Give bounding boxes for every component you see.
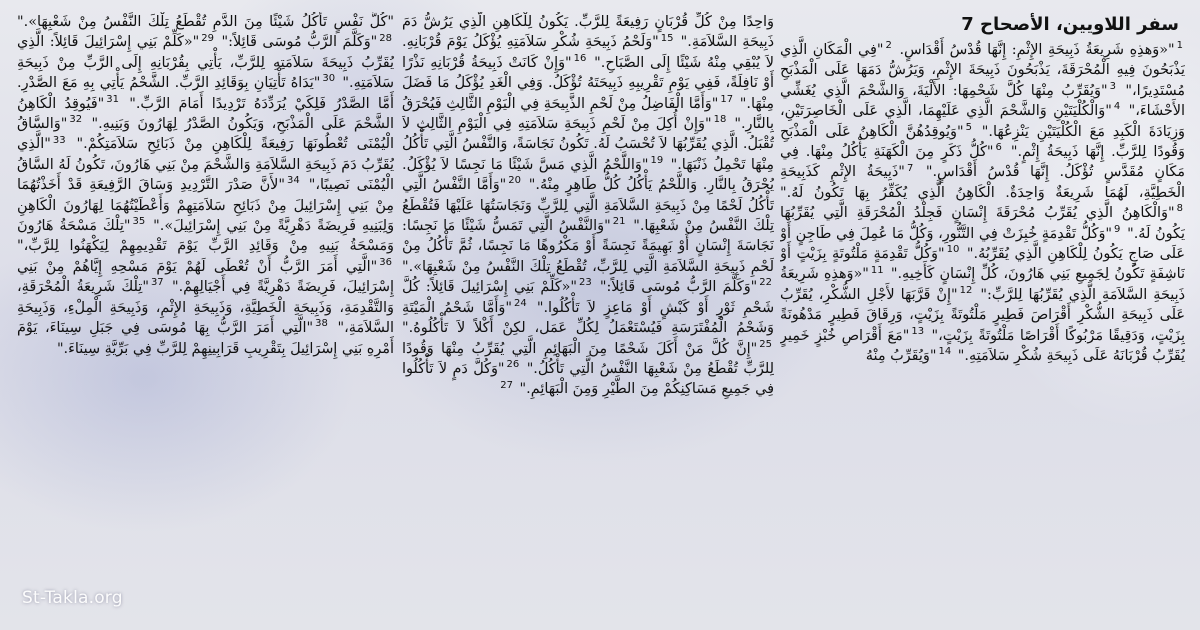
verse-text: "وَأَمَّا الْفَاضِلُ مِنْ لَحْمِ الذَّبِيحَةِ فِي الْيَوْمِ الثَّالِثِ فَيُحْرَقُ بِالنَّارِ." [402,95,774,133]
verse-number: 18 [713,114,727,126]
verse-text: "«وَهذِهِ شَرِيعَةُ ذَبِيحَةِ الإِثْمِ: إِنَّهَا قُدْسُ أَقْدَاسٍ. [899,42,1175,58]
verse-text: "فِي الْمَكَانِ الَّذِي يَذْبَحُونَ فِيهِ الْمُحْرَقَةَ، يَذْبَحُونَ ذَبِيحَةَ الإِثْمِ، وَيَرُشُّ دَمَهَا عَلَى الْمَذْبَحِ مُسْتَدِيرًا،" [780,42,1185,99]
verse [899,42,1185,58]
verse-number: 37 [150,277,164,289]
verse-number: 7 [906,162,914,174]
text-column-middle [402,12,774,612]
verse [17,14,394,30]
verse-number: 26 [506,359,520,371]
verse-text: "وَيُقَرِّبُ مِنْهُ [865,348,937,365]
verse-number: 14 [938,346,952,358]
verse-text: "وَكَلَّمَ الرَّبُّ مُوسَى قَائِلاً:" [599,279,758,296]
verse-number: 15 [660,32,674,44]
verse-text: "«كَلِّمْ بَنِي إِسْرَائِيلَ قَائِلاً: كُلَّ شَحْمِ ثَوْرٍ أَوْ كَبْشٍ أَوْ مَاعِزٍ لاَ تَأْكُلُوا." [402,279,774,316]
verse [222,34,394,50]
verse-list [402,12,774,400]
verse-text: "وَكُلَّ دَمٍ لاَ تَأْكُلُوا فِي جَمِيعِ مَسَاكِنِكُمْ مِنَ الطَّيْرِ وَمِنَ الْبَهَائِمِ." [402,360,774,398]
verse-number: 4 [1113,101,1121,113]
verse-text: "الَّتِي أَمَرَ الرَّبُّ بِهَا مُوسَى فِي جَبَلِ سِينَاءَ، يَوْمَ أَمْرِهِ بَنِي إِسْرَائِيلَ بِتَقْرِيبِ قَرَابِينِهِمْ لِلرَّبِّ فِي بَرِّيَّةِ سِينَاءَ." [17,320,394,357]
chapter-title: سفر اللاويين، الأصحاح 7 [961,14,1179,35]
verse-text: "وَكُلُّ تَقْدِمَةٍ مَلْتُوتَةٍ بِزَيْتٍ أَوْ نَاشِفَةٍ تَكُونُ لِجَمِيعِ بَنِي هَارُونَ، كُلِّ إِنْسَانٍ كَأَخِيهِ." [780,246,1185,283]
verse-number: 3 [1109,81,1116,93]
verse-text: وَاحِدًا مِنْ كُلِّ قُرْبَانٍ رَفِيعَةً لِلرَّبِّ. يَكُونُ لِلْكَاهِنِ الَّذِي يَرُشُّ دَمَ ذَبِيحَةِ السَّلاَمَةِ." [402,14,774,51]
verse [498,381,515,397]
verse-number: 24 [513,297,527,309]
verse-number: 35 [132,216,146,228]
verse-number: 13 [911,325,925,337]
verse-number: 34 [286,175,300,187]
verse-text: "وَإِنْ كَانَتْ ذَبِيحَةُ قُرْبَانِهِ نَذْرًا أَوْ نَافِلَةً، فَفِي يَوْمِ تَقْرِيبِهِ ذَبِيحَتَهُ تُؤْكَلُ. وَفِي الْغَدِ يُؤْكَلُ مَا فَضَلَ مِنْهَا." [402,54,774,112]
verse-text: "لأَنَّ صَدْرَ التَّرْدِيدِ وَسَاقَ الرَّفِيعَةِ قَدْ أَخَذْتُهُمَا مِنْ بَنِي إِسْرَائِيلَ مِنْ ذَبَائِحِ سَلاَمَتِهِمْ وَأَعْطَيْتُهُمَا لِهَارُونَ الْكَاهِنِ وَلِبَنِيهِ فَرِيضَةً دَهْرِيَّةً مِنْ بَنِي إِسْرَائِيلَ»." [17,177,394,235]
verse-text: "كُلُّ نَفْسٍ تَأْكُلُ شَيْئًا مِنَ الدَّمِ تُقْطَعُ تِلْكَ النَّفْسُ مِنْ شَعْبِهَا»." [17,14,394,30]
verse-number: 32 [69,114,83,126]
verse-number: 28 [379,32,393,44]
verse-text: "وَالْكَاهِنُ الَّذِي يُقَرِّبُ مُحْرَقَةَ إِنْسَانٍ فَجِلْدُ الْمُحْرَقَةِ الَّتِي يُقَرِّبُهَا يَكُونُ لَهُ." [780,205,1185,242]
verse-text: "يَدَاهُ تَأْتِيَانِ بِوَقَائِدِ الرَّبِّ. الشَّحْمُ يَأْتِي بِهِ مَعَ الصَّدْرِ. أَمَّا الصَّدْرُ فَلِكَيْ يُرَدِّدَهُ تَرْدِيدًا أَمَامَ الرَّبِّ." [17,75,394,112]
verse-number: 12 [959,285,973,297]
verse [600,279,774,295]
text-column-left [17,12,394,612]
verse-number: 21 [612,216,626,228]
verse-text: "وَالْكُلْيَتَيْنِ وَالشَّحْمَ الَّذِي عَلَيْهِمَا، الَّذِي عَلَى الْخَاصِرَتَيْنِ، وَزِيَادَةَ الْكَبِدِ مَعَ الْكُلْيَتَيْنِ يَنْزِعُهَا." [780,103,1185,140]
verse-number: 1 [1176,40,1184,52]
verse-number: 22 [759,277,772,289]
verse-number: 8 [1176,203,1183,215]
verse-text: "وَإِنْ أُكِلَ مِنْ لَحْمِ ذَبِيحَةِ سَلاَمَتِهِ فِي الْيَوْمِ الثَّالِثِ لاَ تُقْبَلُ. الَّذِي يُقَرِّبُهَا لاَ تُحْسَبُ لَهُ. تَكُونُ نَجَاسَةً، وَالنَّفْسُ الَّتِي تَأْكُلُ مِنْهَا تَحْمِلُ ذَنْبَهَا." [402,116,774,173]
verse-text: "الَّذِي يُقَرِّبُ دَمَ ذَبِيحَةِ السَّلاَمَةِ وَالشَّحْمَ مِنْ بَنِي هَارُونَ، تَكُونُ لَهُ السَّاقُ الْيُمْنَى نَصِيبًا،" [17,136,394,194]
verse-text: "وَالنَّفْسُ الَّتِي تَمَسُّ شَيْئًا مَا نَجِسًا: نَجَاسَةَ إِنْسَانٍ أَوْ بَهِيمَةً نَجِسَةً أَوْ مَكْرُوهًا مَا نَجِسًا، ثُمَّ تَأْكُلُ مِنْ لَحْمِ ذَبِيحَةِ السَّلاَمَةِ الَّتِي لِلرَّبِّ، تُقْطَعُ تِلْكَ النَّفْسُ مِنْ شَعْبِهَا»." [402,218,774,275]
verse-number: 5 [965,121,972,133]
verse-text: "وَلَحْمُ ذَبِيحَةِ شُكْرِ سَلاَمَتِهِ يُؤْكَلُ يَوْمَ قُرْبَانِهِ. لاَ يُبْقِي مِنْهُ شَيْئًا إِلَى الصَّبَاحِ." [402,34,774,71]
verse-text: "كُلُّ ذَكَرٍ مِنَ الْكَهَنَةِ يَأْكُلُ مِنْهَا. فِي مَكَانٍ مُقَدَّسٍ تُؤْكَلُ. إِنَّهَا قُدْسُ أَقْدَاسٍ." [780,144,1185,181]
verse-number: 27 [500,379,513,391]
verse-number: 2 [885,40,892,52]
verse-number: 10 [946,244,960,256]
verse-text: "وَأَمَّا النَّفْسُ الَّتِي تَأْكُلُ لَحْمًا مِنْ ذَبِيحَةِ السَّلاَمَةِ الَّتِي لِلرَّبِّ وَنَجَاسَتُهَا عَلَيْهَا فَتُقْطَعُ تِلْكَ النَّفْسُ مِنْ شَعْبِهَا." [402,177,774,235]
verse-text: "تِلْكَ مَسْحَةُ هَارُونَ وَمَسْحَةُ بَنِيهِ مِنْ وَقَائِدِ الرَّبِّ يَوْمَ تَقْدِيمِهِمْ لِيَكْهَنُوا لِلرَّبِّ،" [17,218,394,255]
watermark-text: St-Takla.org [22,588,123,608]
verse-number: 30 [322,73,336,85]
verse-number: 33 [52,134,66,146]
verse-number: 29 [201,32,214,44]
verse-number: 38 [315,318,328,330]
verse-text: "وَاللَّحْمُ الَّذِي مَسَّ شَيْئًا مَا نَجِسًا لاَ يُؤْكَلُ. يُحْرَقُ بِالنَّارِ. وَاللَّحْمُ يَأْكُلُ كُلُّ طَاهِرٍ مِنْهُ." [402,156,774,194]
verse-number: 19 [650,155,664,167]
verse [866,348,953,364]
verse-number: 25 [759,338,772,350]
verse-number: 31 [106,93,119,105]
verse-text: "تِلْكَ شَرِيعَةُ الْمُحْرَقَةِ، وَالتَّقْدِمَةِ، وَذَبِيحَةِ الْخَطِيَّةِ، وَذَبِيحَةِ الإِثْمِ، وَذَبِيحَةِ الْمِلْءِ، وَذَبِيحَةِ السَّلاَمَةِ،" [17,279,394,337]
verse-text: "وَيُقَرِّبُ مِنْهَا كُلَّ شَحْمِهَا: الأَلْيَةَ، وَالشَّحْمَ الَّذِي يُغَشِّي الأَحْشَاءَ،" [780,82,1185,120]
verse-number: 11 [870,264,884,276]
verse-text: "«وَهذِهِ شَرِيعَةُ ذَبِيحَةِ السَّلاَمَةِ الَّذِي يُقَرِّبُهَا لِلرَّبِّ:" [780,266,1185,303]
verse-text: "وَالسَّاقُ الْيُمْنَى تُعْطُونَهَا رَفِيعَةً لِلْكَاهِنِ مِنْ ذَبَائِحِ سَلاَمَتِكُمْ." [17,116,394,153]
verse-number: 17 [720,93,734,105]
verse-text: "وَكَلَّمَ الرَّبُّ مُوسَى قَائِلاً:" [221,34,378,51]
verse-number: 23 [579,277,592,289]
verse-number: 6 [995,142,1002,154]
verse-number: 20 [508,175,521,187]
text-column-right [780,12,1185,612]
verse-text: "إِنْ قَرَّبَهَا لأَجْلِ الشُّكْرِ، يُقَرِّبُ عَلَى ذَبِيحَةِ الشُّكْرِ أَقْرَاصَ فَطِيرٍ مَلْتُوتَةً بِزَيْتٍ، وَرِقَاقَ فَطِيرٍ مَدْهُونَةً بِزَيْتٍ، وَدَقِيقًا مَرْبُوكًا أَقْرَاصًا مَلْتُوتَةً بِزَيْتٍ،" [780,286,1185,344]
verse-text: "«كَلِّمْ بَنِي إِسْرَائِيلَ قَائِلاً: الَّذِي يُقَرِّبُ ذَبِيحَةَ سَلاَمَتِهِ لِلرَّبِّ، يَأْتِي بِقُرْبَانِهِ إِلَى الرَّبِّ مِنْ ذَبِيحَةِ سَلاَمَتِهِ." [17,34,394,92]
verse-text: "وَيُوقِدُهُنَّ الْكَاهِنُ عَلَى الْمَذْبَحِ وَقُودًا لِلرَّبِّ. إِنَّهَا ذَبِيحَةُ إِثْمٍ." [780,123,1185,161]
verse-list [780,40,1185,367]
verse-text: "وَكُلُّ تَقْدِمَةٍ خُبِزَتْ فِي التَّنُّورِ، وَكُلُّ مَا عُمِلَ فِي طَاجِنٍ أَوْ عَلَى صَاجٍ يَكُونُ لِلْكَاهِنِ الَّذِي يُقَرِّبُهُ." [780,225,1185,263]
verse-number: 16 [573,53,587,65]
verse-text: "إِنَّ كُلَّ مَنْ أَكَلَ شَحْمًا مِنَ الْبَهَائِمِ الَّتِي يُقَرِّبُ مِنْهَا وَقُودًا لِلرَّبِّ تُقْطَعُ مِنْ شَعْبِهَا النَّفْسُ الَّتِي تَأْكُلُ." [402,340,774,377]
verse-text: "وَأَمَّا شَحْمُ الْمَيْتَةِ وَشَحْمُ الْمُفْتَرَسَةِ فَيُسْتَعْمَلُ لِكُلِّ عَمَل، لكِنْ أَكْلاً لاَ تَأْكُلُوهُ." [402,299,774,337]
verse-text: "مَعَ أَقْرَاصِ خُبْزٍ خَمِيرٍ يُقَرِّبُ قُرْبَانَهُ عَلَى ذَبِيحَةِ شُكْرِ سَلاَمَتِهِ." [780,327,1185,365]
verse-list [17,12,394,359]
verse-number: 36 [379,257,392,269]
verse-number: 9 [1114,223,1121,235]
verse-text: "ذَبِيحَةُ الإِثْمِ كَذَبِيحَةِ الْخَطِيَّةِ، لَهُمَا شَرِيعَةٌ وَاحِدَةٌ. الْكَاهِنُ الَّذِي يُكَفِّرُ بِهَا تَكُونُ لَهُ." [780,164,1185,201]
verse-text: "الَّتِي أَمَرَ الرَّبُّ أَنْ تُعْطَى لَهُمْ يَوْمَ مَسْحِهِ إِيَّاهُمْ مِنْ بَنِي إِسْرَائِيلَ، فَرِيضَةً دَهْرِيَّةً فِي أَجْيَالِهِمْ." [17,258,394,296]
verse-text: "فَيُوقِدُ الْكَاهِنُ الشَّحْمَ عَلَى الْمَذْبَحِ، وَيَكُونُ الصَّدْرُ لِهَارُونَ وَبَنِيهِ." [17,95,394,133]
